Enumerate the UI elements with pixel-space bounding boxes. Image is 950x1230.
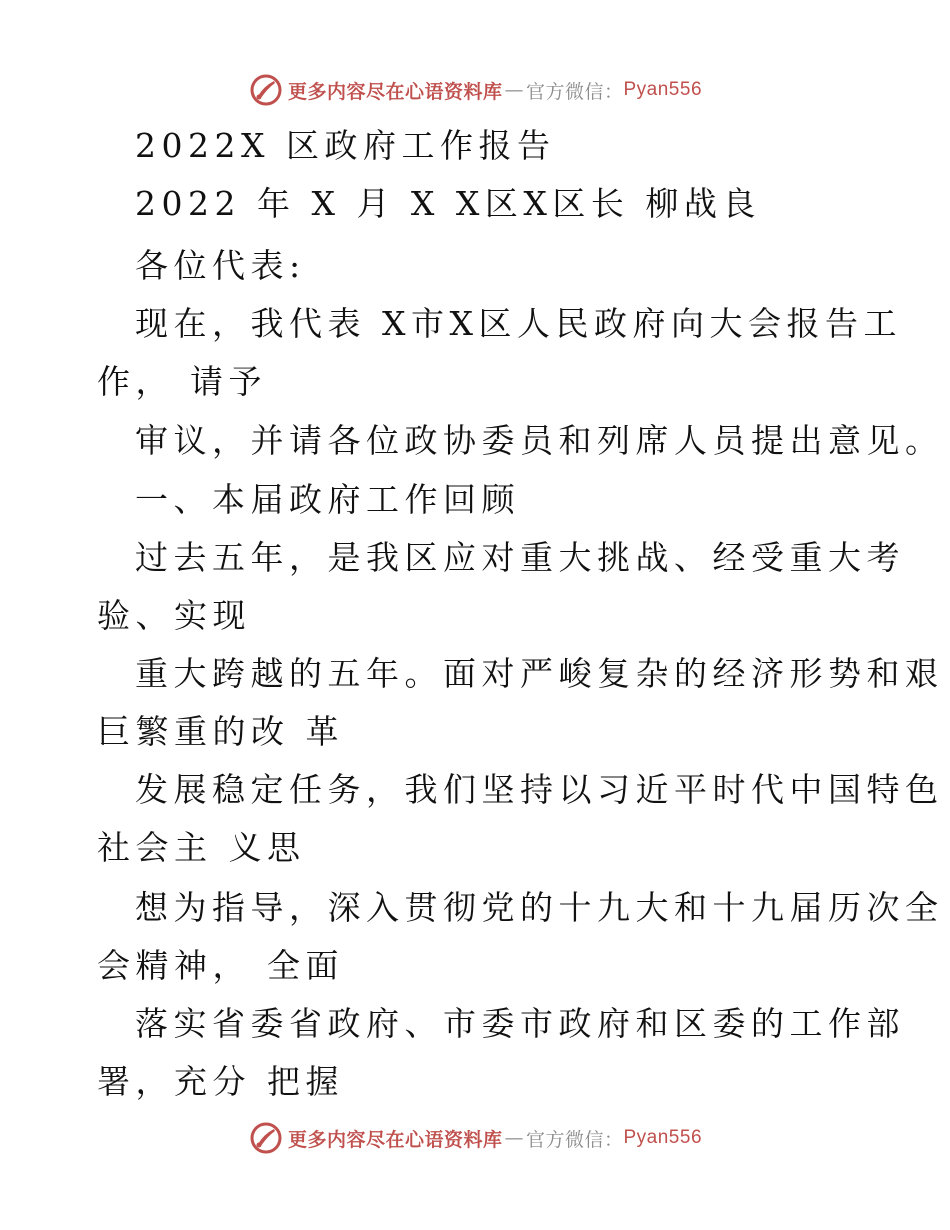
paragraph-line: 会精神， 全面 (97, 946, 344, 985)
document-title: 2022X 区政府工作报告 (135, 126, 556, 165)
paragraph-line: 作， 请予 (97, 362, 267, 401)
section-heading: 一、本届政府工作回顾 (135, 480, 520, 519)
watermark-brand: 更多内容尽在心语资料库 (287, 1128, 503, 1151)
brush-logo-icon (248, 72, 284, 108)
header-watermark (0, 70, 950, 110)
paragraph-line: 发展稳定任务，我们坚持以习近平时代中国特色 (135, 770, 944, 809)
paragraph-line: 审议，并请各位政协委员和列席人员提出意见。 (135, 421, 944, 460)
watermark-wechat-id: Pyan556 (623, 79, 703, 100)
document-byline: 2022 年 X 月 X X区X区长 柳战良 (135, 184, 761, 223)
paragraph-line: 想为指导，深入贯彻党的十九大和十九届历次全 (135, 888, 944, 927)
paragraph-line: 现在，我代表 X市X区人民政府向大会报告工 (135, 304, 902, 343)
paragraph-line: 过去五年，是我区应对重大挑战、经受重大考 (135, 538, 905, 577)
brush-logo-icon (248, 1120, 284, 1156)
paragraph-line: 署，充分 把握 (97, 1062, 344, 1101)
watermark-wechat-id: Pyan556 (623, 1127, 703, 1148)
watermark-separator: — (504, 79, 524, 101)
footer-watermark (0, 1118, 950, 1158)
salutation: 各位代表: (135, 246, 306, 285)
watermark-brand: 更多内容尽在心语资料库 (287, 80, 503, 103)
paragraph-line: 社会主 义思 (97, 828, 306, 867)
watermark-separator: — (504, 1127, 524, 1149)
paragraph-line: 落实省委省政府、市委市政府和区委的工作部 (135, 1004, 905, 1043)
paragraph-line: 验、实现 (97, 596, 251, 635)
paragraph-line: 巨繁重的改 革 (97, 712, 344, 751)
watermark-wechat-label: 官方微信： (525, 80, 624, 103)
paragraph-line: 重大跨越的五年。面对严峻复杂的经济形势和艰 (135, 654, 944, 693)
watermark-wechat-label: 官方微信： (525, 1128, 624, 1151)
